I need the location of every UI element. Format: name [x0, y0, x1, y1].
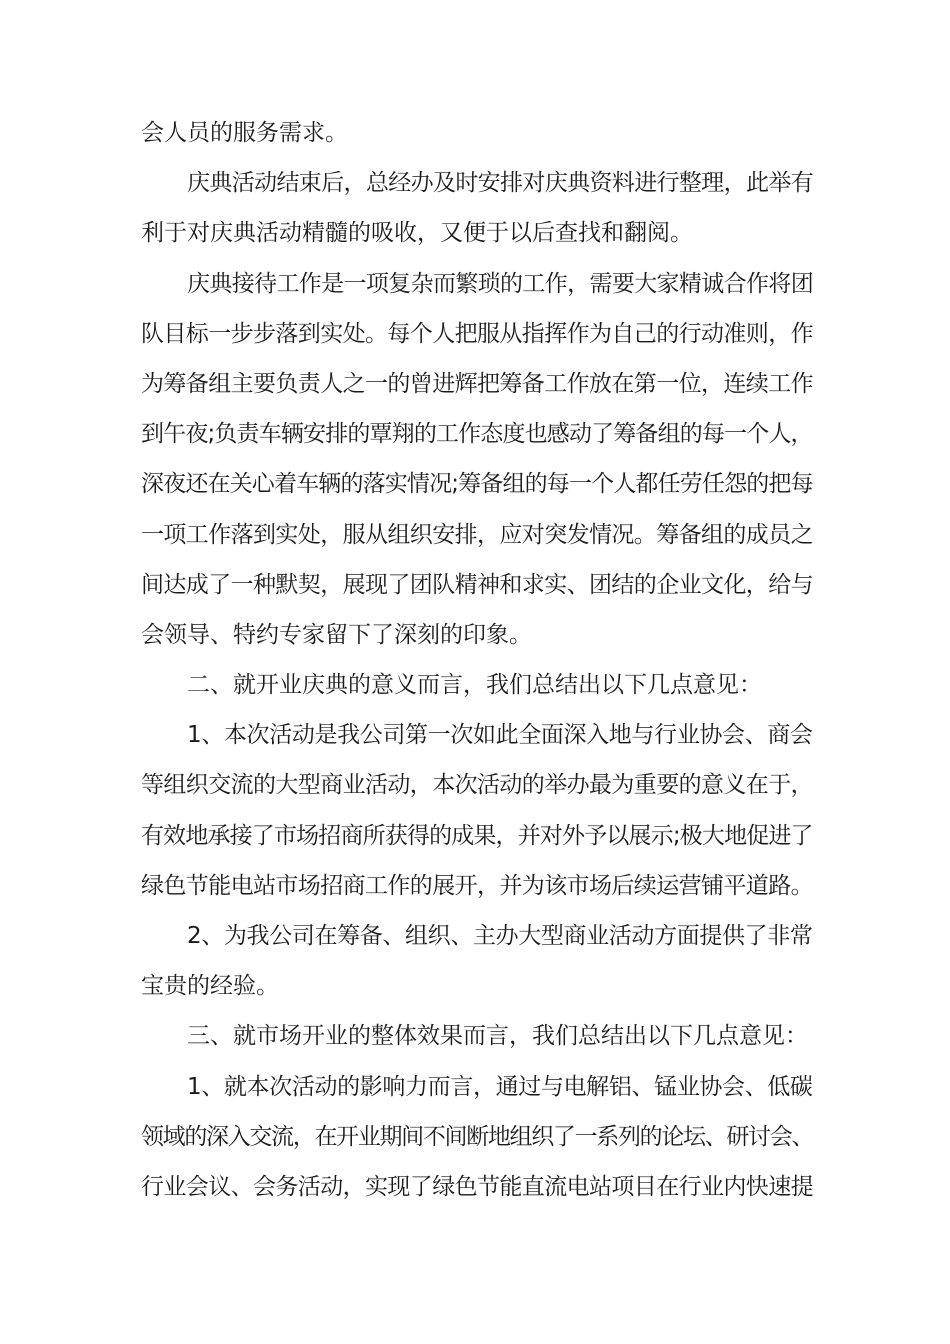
text-line: 一项工作落到实处，服从组织安排，应对突发情况。筹备组的成员之	[141, 521, 814, 548]
text-line: 有效地承接了市场招商所获得的成果，并对外予以展示;极大地促进了	[141, 822, 813, 849]
text-line: 领域的深入交流，在开业期间不间断地组织了一系列的论坛、研讨会、	[141, 1123, 814, 1150]
text-line: 二、就开业庆典的意义而言，我们总结出以下几点意见：	[187, 672, 762, 699]
text-line: 庆典接待工作是一项复杂而繁琐的工作，需要大家精诚合作将团	[187, 270, 814, 297]
text-line: 1、就本次活动的影响力而言，通过与电解铝、锰业协会、低碳	[187, 1073, 813, 1100]
text-line: 会领导、特约专家留下了深刻的印象。	[141, 621, 532, 648]
text-line: 2、为我公司在筹备、组织、主办大型商业活动方面提供了非常	[187, 923, 813, 949]
text-line: 庆典活动结束后，总经办及时安排对庆典资料进行整理，此举有	[187, 170, 814, 197]
document-body	[141, 108, 813, 1212]
text-line: 深夜还在关心着车辆的落实情况;筹备组的每一个人都任劳任怨的把每	[141, 471, 813, 498]
text-line: 绿色节能电站市场招商工作的展开，并为该市场后续运营铺平道路。	[141, 872, 814, 899]
text-line: 间达成了一种默契，展现了团队精神和求实、团结的企业文化，给与	[141, 571, 814, 598]
text-line: 为筹备组主要负责人之一的曾进辉把筹备工作放在第一位，连续工作	[141, 370, 814, 397]
text-line: 利于对庆典活动精髓的吸收，又便于以后查找和翻阅。	[141, 220, 693, 247]
text-line: 三、就市场开业的整体效果而言，我们总结出以下几点意见：	[187, 1023, 808, 1050]
text-line: 宝贵的经验。	[141, 973, 279, 1000]
text-line: 到午夜;负责车辆安排的覃翔的工作态度也感动了筹备组的每一个人，	[141, 421, 813, 448]
text-line: 会人员的服务需求。	[141, 120, 348, 146]
text-line: 等组织交流的大型商业活动，本次活动的举办最为重要的意义在于，	[141, 772, 814, 799]
text-line: 行业会议、会务活动，实现了绿色节能直流电站项目在行业内快速提	[141, 1173, 814, 1200]
text-line: 队目标一步步落到实处。每个人把服从指挥作为自己的行动准则，作	[141, 320, 814, 347]
text-line: 1、本次活动是我公司第一次如此全面深入地与行业协会、商会	[187, 722, 813, 749]
